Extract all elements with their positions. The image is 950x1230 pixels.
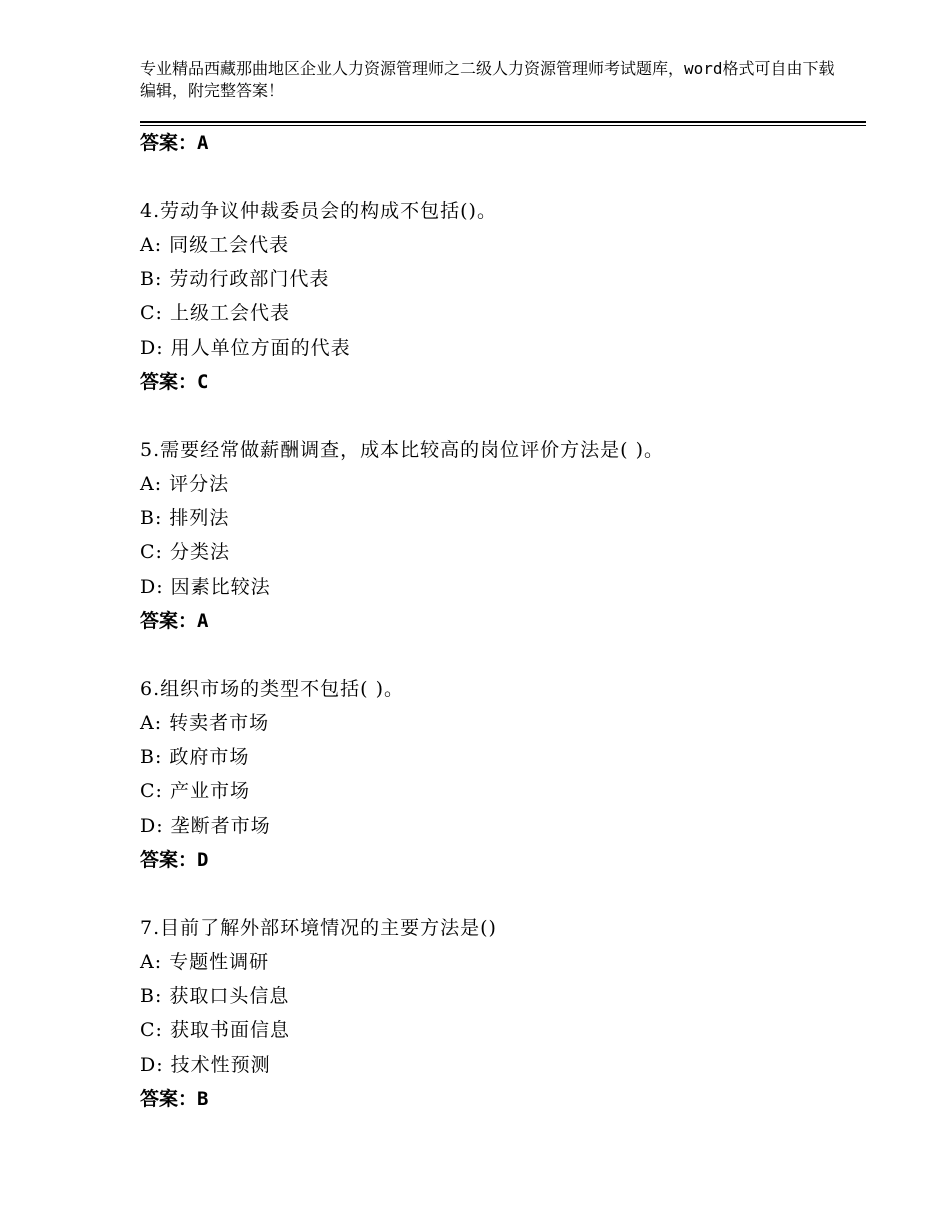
question-option: A: 同级工会代表 [140, 234, 290, 256]
answer-line [140, 608, 208, 634]
answer-value: D [197, 849, 209, 871]
answer-value: B [197, 1088, 209, 1110]
question-option: D: 技术性预测 [140, 1054, 271, 1076]
question-option: B: 获取口头信息 [140, 985, 290, 1007]
question-option: A: 转卖者市场 [140, 712, 270, 734]
question-option: C: 产业市场 [140, 780, 250, 802]
header-rule-thin [140, 125, 866, 126]
answer-label: 答案： [140, 1088, 198, 1110]
answer-label: 答案： [140, 610, 198, 632]
answer-label: 答案： [140, 132, 198, 154]
question-stem: 4.劳动争议仲裁委员会的构成不包括()。 [140, 200, 497, 222]
question-stem: 7.目前了解外部环境情况的主要方法是() [140, 917, 497, 939]
question-option: B: 排列法 [140, 507, 230, 529]
answer-line [140, 1086, 208, 1112]
answer-value: C [197, 371, 209, 393]
question-option: D: 垄断者市场 [140, 815, 271, 837]
question-option: B: 劳动行政部门代表 [140, 268, 330, 290]
document-header: 专业精品西藏那曲地区企业人力资源管理师之二级人力资源管理师考试题库，word格式可自由下载编辑，附完整答案！ [140, 59, 835, 100]
answer-line [140, 369, 208, 395]
answer-line [140, 847, 208, 873]
question-option: A: 专题性调研 [140, 951, 270, 973]
question-stem: 6.组织市场的类型不包括( )。 [140, 678, 404, 700]
question-option: D: 用人单位方面的代表 [140, 337, 351, 359]
question-option: B: 政府市场 [140, 746, 250, 768]
answer-line [140, 130, 208, 156]
question-option: A: 评分法 [140, 473, 230, 495]
answer-value: A [197, 610, 209, 632]
question-option: C: 分类法 [140, 541, 230, 563]
answer-value: A [197, 132, 209, 154]
header-rule-thick [140, 121, 866, 123]
question-option: D: 因素比较法 [140, 576, 271, 598]
question-stem: 5.需要经常做薪酬调查，成本比较高的岗位评价方法是( )。 [140, 439, 664, 461]
answer-label: 答案： [140, 371, 198, 393]
question-option: C: 上级工会代表 [140, 302, 290, 324]
question-option: C: 获取书面信息 [140, 1019, 290, 1041]
answer-label: 答案： [140, 849, 198, 871]
